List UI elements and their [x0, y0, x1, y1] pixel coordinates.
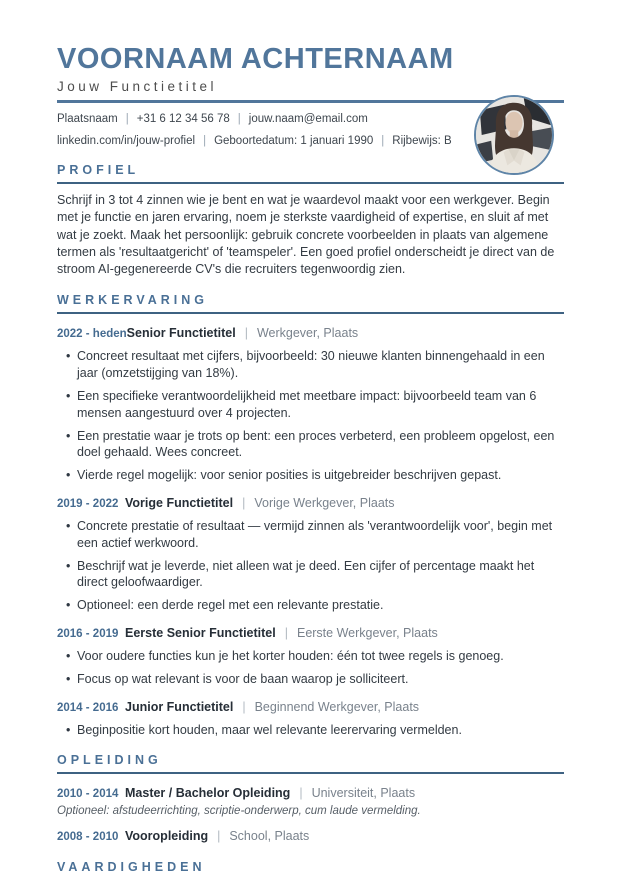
entry-header: [57, 626, 564, 642]
separator: |: [242, 699, 246, 714]
experience-entry: [57, 700, 564, 739]
entry-employer: Beginnend Werkgever, Plaats: [254, 699, 420, 714]
contact-linkedin: linkedin.com/in/jouw-profiel: [57, 135, 196, 147]
entry-header: [57, 326, 564, 342]
experience-entry: [57, 326, 564, 484]
contact-drivers-license: Rijbewijs: B: [392, 135, 452, 147]
entry-title: Junior Functietitel: [125, 699, 234, 714]
experience-entry: [57, 496, 564, 614]
entry-bullets: [57, 722, 564, 739]
contact-location: Plaatsnaam: [57, 113, 118, 125]
separator: |: [381, 135, 385, 147]
portrait-illustration: [476, 97, 552, 173]
entry-title: Vorige Functietitel: [125, 496, 234, 511]
entry-dates: 2014 - 2016: [57, 701, 119, 714]
entry-employer: Werkgever, Plaats: [256, 326, 359, 341]
bullet-item: • Een specifieke verantwoordelijkheid met meetbare impact: bijvoorbeeld team van 6 mensen aangestuurd over 4 projecten.: [77, 388, 564, 422]
entry-employer: Eerste Werkgever, Plaats: [296, 626, 438, 641]
entry-bullets: [57, 348, 564, 484]
bullet-item: • Concreet resultaat met cijfers, bijvoorbeeld: 30 nieuwe klanten binnengehaald in een jaar (omzetstijging van 18%).: [77, 348, 564, 382]
bullet-item: • Beginpositie kort houden, maar wel relevante leerervaring vermelden.: [77, 722, 564, 739]
section-education: [57, 753, 564, 845]
education-entry: [57, 786, 564, 817]
entry-dates: 2008 - 2010: [57, 831, 119, 844]
section-heading-education: OPLEIDING: [57, 753, 162, 768]
education-note: Optioneel: afstudeerrichting, scriptie-onderwerp, cum laude vermelding.: [57, 805, 421, 818]
entry-dates: 2016 - 2019: [57, 628, 119, 641]
entry-school: Universiteit, Plaats: [311, 786, 416, 801]
section-divider: [57, 312, 564, 314]
section-divider: [57, 182, 564, 184]
separator: |: [299, 786, 303, 801]
separator: |: [203, 135, 207, 147]
entry-title: Eerste Senior Functietitel: [125, 626, 276, 641]
entry-school: School, Plaats: [229, 829, 310, 844]
entry-bullets: [57, 648, 564, 688]
education-entry: [57, 829, 564, 845]
section-profile: [57, 163, 564, 278]
entry-dates: 2019 - 2022: [57, 498, 119, 511]
entry-header: [57, 786, 564, 802]
entry-header: [57, 496, 564, 512]
header-divider: [57, 100, 564, 103]
contact-birthdate: Geboortedatum: 1 januari 1990: [214, 135, 374, 147]
entry-dates: 2022 - heden: [57, 328, 127, 341]
bullet-item: • Vierde regel mogelijk: voor senior posities is uitgebreider beschrijven gepast.: [77, 467, 564, 484]
bullet-item: • Een prestatie waar je trots op bent: een proces verbeterd, een probleem opgelost, een doel gehaald. Wees concreet.: [77, 428, 564, 462]
section-heading-profile: PROFIEL: [57, 163, 140, 177]
entry-title: Vooropleiding: [125, 829, 209, 844]
entry-employer: Vorige Werkgever, Plaats: [254, 496, 395, 511]
bullet-item: • Focus op wat relevant is voor de baan waarop je solliciteert.: [77, 671, 564, 688]
separator: |: [244, 326, 248, 341]
separator: |: [284, 626, 288, 641]
separator: |: [217, 829, 221, 844]
entry-header: [57, 700, 564, 716]
separator: |: [125, 113, 129, 125]
section-heading-skills: VAARDIGHEDEN: [57, 860, 206, 875]
separator: |: [242, 496, 246, 511]
profile-photo: [474, 95, 554, 175]
entry-title: Master / Bachelor Opleiding: [125, 786, 291, 801]
profile-summary: Schrijf in 3 tot 4 zinnen wie je bent en wat je waardevol maakt voor een werkgever. Begin met je functie en jaren ervaring, noem je sterkste vaardigheid of expertise, en sluit af met wat je zoekt. Maak het persoonlijk: gebruik concrete voorbeelden in plaats van algemene termen als 'resultaatgericht' of 'teamspeler'. Een goed profiel onderscheidt je direct van de stroom AI-gegenereerde CV's die recruiters tegenwoordig zien.: [57, 193, 555, 277]
section-experience: [57, 293, 564, 738]
entry-title: Senior Functietitel: [126, 326, 236, 341]
separator: |: [237, 113, 241, 125]
section-skills: [57, 860, 564, 877]
entry-dates: 2010 - 2014: [57, 788, 119, 801]
section-divider: [57, 772, 564, 774]
bullet-item: • Voor oudere functies kun je het korter houden: één tot twee regels is genoeg.: [77, 648, 564, 665]
contact-email: jouw.naam@email.com: [248, 113, 368, 125]
experience-entry: [57, 626, 564, 688]
person-name: VOORNAAM ACHTERNAAM: [57, 43, 454, 75]
bullet-item: • Optioneel: een derde regel met een relevante prestatie.: [77, 597, 564, 614]
entry-header: [57, 829, 564, 845]
entry-bullets: [57, 518, 564, 614]
bullet-item: • Beschrijf wat je leverde, niet alleen wat je deed. Een cijfer of percentage maakt het direct geloofwaardiger.: [77, 558, 564, 592]
cv-page: [0, 43, 621, 877]
contact-phone: +31 6 12 34 56 78: [136, 113, 230, 125]
section-heading-experience: WERKERVARING: [57, 293, 209, 308]
bullet-item: • Concrete prestatie of resultaat — vermijd zinnen als 'verantwoordelijk voor', begin met een actief werkwoord.: [77, 518, 564, 552]
person-job-title: Jouw Functietitel: [57, 79, 218, 94]
